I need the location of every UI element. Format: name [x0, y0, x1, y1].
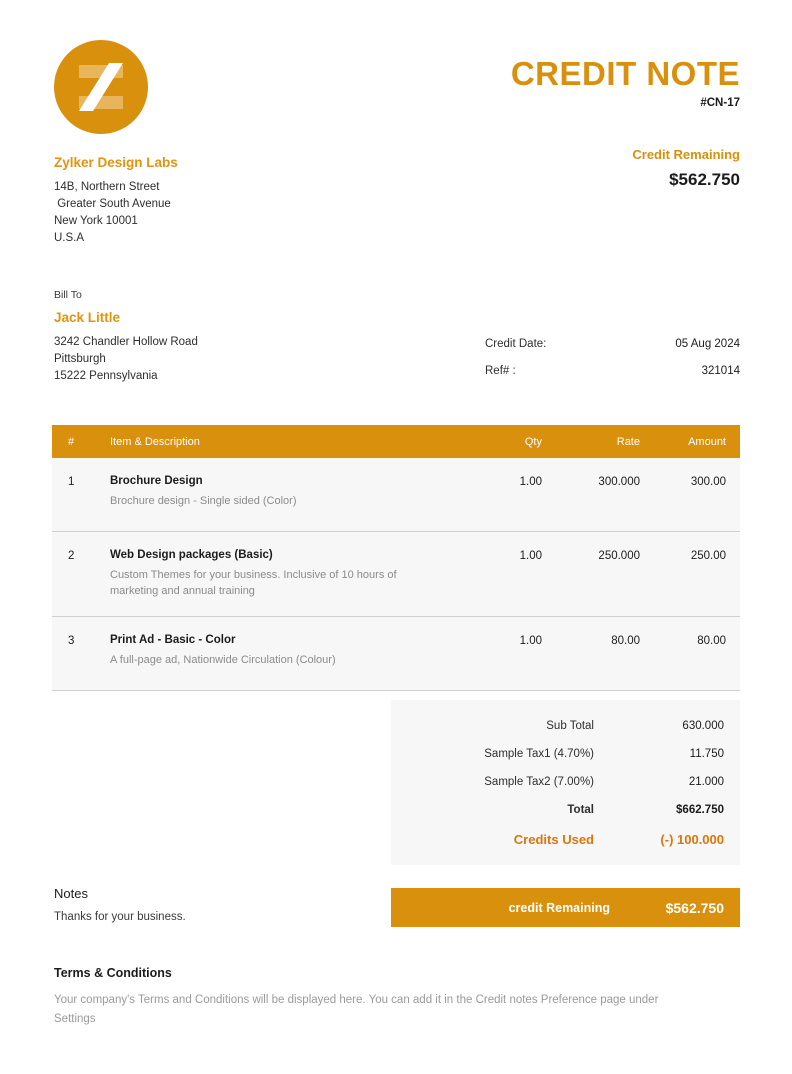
line-items-table	[52, 425, 740, 691]
company-address-line: U.S.A	[54, 232, 85, 244]
subtotal-value: 630.000	[682, 720, 724, 732]
bill-to-customer-name: Jack Little	[54, 310, 121, 325]
company-logo	[54, 40, 148, 134]
row-item-description: Custom Themes for your business. Inclusive of 10 hours of marketing and annual training	[110, 569, 397, 597]
terms-section	[54, 966, 694, 1029]
row-description-cell	[100, 549, 450, 599]
row-qty: 1.00	[519, 476, 542, 488]
zylker-z-logo-icon	[54, 40, 148, 134]
column-header-number: #	[68, 435, 75, 448]
bill-to-address-line: 15222 Pennsylvania	[54, 370, 158, 382]
totals-row-total	[391, 796, 740, 824]
totals-row-tax2	[391, 768, 740, 796]
tax2-value: 21.000	[688, 776, 724, 788]
row-amount: 300.00	[690, 476, 726, 488]
row-item-description: Brochure design - Single sided (Color)	[110, 495, 297, 507]
row-item-name: Brochure Design	[110, 475, 203, 487]
total-value: $662.750	[676, 804, 724, 816]
company-name: Zylker Design Labs	[54, 155, 178, 170]
row-item-name: Print Ad - Basic - Color	[110, 634, 236, 646]
row-item-description: A full-page ad, Nationwide Circulation (Colour)	[110, 654, 336, 666]
total-label: Total	[567, 804, 594, 816]
header-credit-remaining-value: $562.750	[669, 170, 740, 189]
row-amount: 250.00	[690, 550, 726, 562]
credit-date-label: Credit Date:	[485, 338, 547, 350]
row-amount: 80.00	[697, 635, 726, 647]
row-number: 1	[68, 476, 75, 488]
reference-label: Ref# :	[485, 365, 516, 377]
credits-used-label: Credits Used	[513, 832, 594, 847]
totals-row-tax1	[391, 740, 740, 768]
company-block	[54, 155, 384, 247]
bill-to-label: Bill To	[54, 289, 82, 301]
credit-date-value: 05 Aug 2024	[675, 338, 740, 350]
row-qty: 1.00	[519, 550, 542, 562]
terms-body: Your company's Terms and Conditions will be displayed here. You can add it in the Credit notes Preference page under Settings	[54, 994, 659, 1025]
row-description-cell	[100, 634, 450, 668]
table-row	[52, 458, 740, 532]
tax1-label: Sample Tax1 (4.70%)	[484, 748, 594, 760]
row-item-name: Web Design packages (Basic)	[110, 549, 273, 561]
column-header-description: Item & Description	[110, 435, 200, 448]
credit-remaining-bar	[391, 888, 740, 927]
bill-to-address-line: 3242 Chandler Hollow Road	[54, 336, 198, 348]
credit-note-number: #CN-17	[700, 97, 740, 109]
table-row	[52, 617, 740, 691]
tax2-label: Sample Tax2 (7.00%)	[484, 776, 594, 788]
row-number: 3	[68, 635, 75, 647]
table-header-row	[52, 425, 740, 458]
column-header-amount: Amount	[688, 435, 726, 448]
totals-panel	[391, 700, 740, 865]
notes-title: Notes	[54, 886, 88, 901]
terms-title: Terms & Conditions	[54, 966, 172, 980]
bill-to-address-line: Pittsburgh	[54, 353, 106, 365]
bill-to-block	[54, 289, 394, 385]
row-number: 2	[68, 550, 75, 562]
tax1-value: 11.750	[689, 748, 724, 760]
credit-remaining-bar-value: $562.750	[665, 899, 724, 916]
table-row	[52, 532, 740, 617]
header-credit-remaining-label: Credit Remaining	[632, 147, 740, 162]
document-meta	[430, 338, 740, 392]
company-address-line: Greater South Avenue	[54, 198, 171, 210]
row-rate: 300.000	[598, 476, 640, 488]
credits-used-value: (-) 100.000	[660, 832, 724, 847]
credit-remaining-bar-label: credit Remaining	[508, 900, 610, 915]
row-rate: 80.00	[611, 635, 640, 647]
reference-value: 321014	[701, 365, 740, 377]
column-header-rate: Rate	[616, 435, 640, 448]
totals-row-subtotal	[391, 712, 740, 740]
row-description-cell	[100, 475, 450, 509]
notes-section	[54, 886, 364, 923]
notes-body: Thanks for your business.	[54, 911, 186, 923]
page-title: CREDIT NOTE	[510, 55, 740, 92]
row-rate: 250.000	[598, 550, 640, 562]
totals-row-credits-used	[391, 824, 740, 855]
subtotal-label: Sub Total	[546, 720, 594, 732]
company-address-line: 14B, Northern Street	[54, 181, 160, 193]
meta-row-credit-date	[430, 338, 740, 350]
company-address-line: New York 10001	[54, 215, 138, 227]
meta-row-reference	[430, 365, 740, 377]
column-header-qty: Qty	[524, 435, 542, 448]
row-qty: 1.00	[519, 635, 542, 647]
